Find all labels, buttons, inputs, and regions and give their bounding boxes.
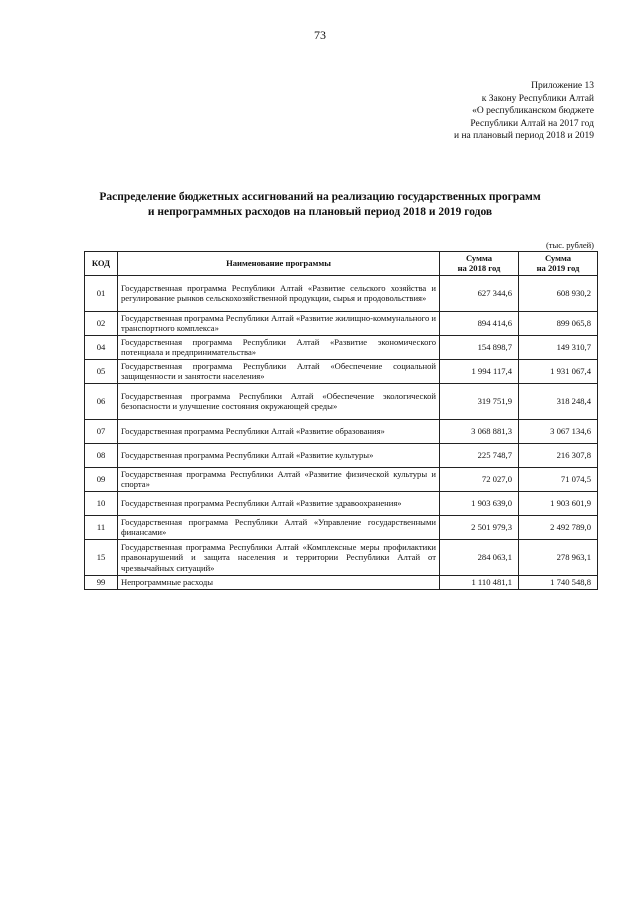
row-sum-2019: 2 492 789,0	[519, 515, 598, 539]
header-name: Наименование программы	[118, 252, 440, 276]
row-sum-2019: 1 740 548,8	[519, 575, 598, 589]
appendix-line: к Закону Республики Алтай	[481, 93, 594, 104]
appendix-line: Приложение 13	[531, 81, 594, 91]
row-sum-2018: 1 994 117,4	[440, 359, 519, 383]
table-body	[85, 275, 598, 589]
row-sum-2018: 154 898,7	[440, 335, 519, 359]
appendix-header	[454, 80, 594, 143]
table-row	[85, 515, 598, 539]
row-program-name: Государственная программа Республики Алтай «Обеспечение экологической безопасности и улучшение состояния окружающей среды»	[118, 383, 440, 419]
title-line: и непрограммных расходов на плановый период 2018 и 2019 годов	[147, 206, 493, 218]
row-program-name: Государственная программа Республики Алтай «Комплексные меры профилактики правонарушений и защита населения и территории Республики Алтай от чрезвычайных ситуаций»	[118, 539, 440, 575]
row-sum-2018: 1 903 639,0	[440, 491, 519, 515]
row-code: 06	[85, 383, 118, 419]
row-sum-2018: 894 414,6	[440, 311, 519, 335]
document-title	[60, 190, 580, 220]
row-sum-2019: 1 931 067,4	[519, 359, 598, 383]
row-sum-2018: 72 027,0	[440, 467, 519, 491]
table-row	[85, 383, 598, 419]
row-program-name: Непрограммные расходы	[118, 575, 440, 589]
row-program-name: Государственная программа Республики Алтай «Развитие сельского хозяйства и регулирование рынков сельскохозяйственной продукции, сырья и продовольствия»	[118, 275, 440, 311]
row-code: 04	[85, 335, 118, 359]
table-row	[85, 467, 598, 491]
row-sum-2019: 3 067 134,6	[519, 419, 598, 443]
table-row	[85, 575, 598, 589]
row-program-name: Государственная программа Республики Алтай «Управление государственными финансами»	[118, 515, 440, 539]
row-sum-2018: 3 068 881,3	[440, 419, 519, 443]
budget-table	[84, 251, 598, 590]
row-sum-2019: 899 065,8	[519, 311, 598, 335]
header-code: КОД	[85, 252, 118, 276]
row-program-name: Государственная программа Республики Алтай «Развитие здравоохранения»	[118, 491, 440, 515]
row-sum-2019: 608 930,2	[519, 275, 598, 311]
row-sum-2018: 284 063,1	[440, 539, 519, 575]
table-header-row	[85, 252, 598, 276]
appendix-line: Республики Алтай на 2017 год	[470, 118, 594, 129]
row-sum-2018: 225 748,7	[440, 443, 519, 467]
row-code: 11	[85, 515, 118, 539]
appendix-line: «О республиканском бюджете	[472, 106, 594, 116]
table-row	[85, 539, 598, 575]
units-note: (тыс. рублей)	[545, 240, 594, 250]
row-program-name: Государственная программа Республики Алтай «Развитие образования»	[118, 419, 440, 443]
row-code: 99	[85, 575, 118, 589]
table-row	[85, 491, 598, 515]
row-code: 02	[85, 311, 118, 335]
header-sum-2019	[519, 252, 598, 276]
header-sum-2018-line2: на 2018 год	[457, 263, 501, 274]
table-row	[85, 419, 598, 443]
title-line: Распределение бюджетных ассигнований на реализацию государственных программ	[99, 191, 541, 203]
header-sum-2019-line2: на 2019 год	[536, 263, 580, 274]
header-sum-2019-line1: Сумма	[544, 253, 572, 263]
row-sum-2018: 2 501 979,3	[440, 515, 519, 539]
row-sum-2018: 319 751,9	[440, 383, 519, 419]
row-program-name: Государственная программа Республики Алтай «Развитие физической культуры и спорта»	[118, 467, 440, 491]
row-code: 08	[85, 443, 118, 467]
table-row	[85, 443, 598, 467]
row-program-name: Государственная программа Республики Алтай «Развитие жилищно-коммунального и транспортного комплекса»	[118, 311, 440, 335]
appendix-line: и на плановый период 2018 и 2019	[454, 131, 594, 141]
row-program-name: Государственная программа Республики Алтай «Развитие культуры»	[118, 443, 440, 467]
header-sum-2018	[440, 252, 519, 276]
row-sum-2019: 318 248,4	[519, 383, 598, 419]
row-sum-2019: 71 074,5	[519, 467, 598, 491]
row-code: 10	[85, 491, 118, 515]
row-code: 09	[85, 467, 118, 491]
row-sum-2018: 627 344,6	[440, 275, 519, 311]
row-code: 05	[85, 359, 118, 383]
table-row	[85, 359, 598, 383]
header-sum-2018-line1: Сумма	[465, 253, 493, 263]
row-code: 07	[85, 419, 118, 443]
table-row	[85, 335, 598, 359]
row-sum-2019: 1 903 601,9	[519, 491, 598, 515]
row-sum-2019: 216 307,8	[519, 443, 598, 467]
row-code: 15	[85, 539, 118, 575]
row-program-name: Государственная программа Республики Алтай «Обеспечение социальной защищенности и занятости населения»	[118, 359, 440, 383]
page-number: 73	[314, 28, 326, 42]
table-row	[85, 275, 598, 311]
row-sum-2019: 278 963,1	[519, 539, 598, 575]
row-program-name: Государственная программа Республики Алтай «Развитие экономического потенциала и предпринимательства»	[118, 335, 440, 359]
row-sum-2018: 1 110 481,1	[440, 575, 519, 589]
table-row	[85, 311, 598, 335]
row-code: 01	[85, 275, 118, 311]
row-sum-2019: 149 310,7	[519, 335, 598, 359]
